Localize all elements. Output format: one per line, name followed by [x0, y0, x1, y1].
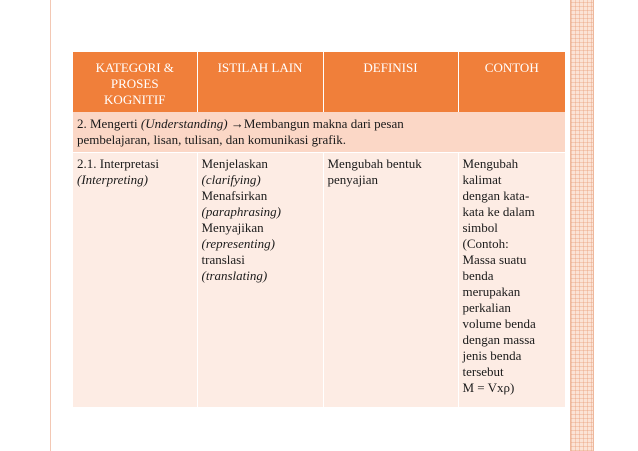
example-line: dengan kata- [462, 188, 530, 203]
example-line: perkalian [462, 300, 511, 315]
example-line: kalimat [462, 172, 502, 187]
header-definisi: DEFINISI [323, 52, 458, 112]
alt-term-en: (translating) [201, 268, 268, 283]
example-line: benda [462, 268, 494, 283]
example-line: tersebut [462, 364, 504, 379]
category-term: (Understanding) [140, 116, 228, 131]
example-line: M = Vxρ) [462, 380, 515, 395]
category-row [73, 112, 565, 153]
alt-term-en: (representing) [201, 236, 275, 251]
header-kategori: KATEGORI & PROSES KOGNITIF [73, 52, 197, 112]
alt-term: Menyajikan [201, 220, 264, 235]
cell-contoh [458, 153, 565, 408]
category-prefix: 2. Mengerti [77, 116, 141, 131]
definition-line: penyajian [327, 172, 379, 187]
category-cell [73, 112, 565, 153]
example-line: volume benda [462, 316, 536, 331]
example-line: dengan massa [462, 332, 536, 347]
category-text-line2: pembelajaran, lisan, tulisan, dan komunikasi grafik. [77, 132, 346, 147]
cell-definisi [323, 153, 458, 408]
definition-line: Mengubah bentuk [327, 156, 422, 171]
alt-term: Menjelaskan [201, 156, 268, 171]
cognitive-process-table [73, 52, 565, 407]
example-line: simbol [462, 220, 498, 235]
alt-term-en: (clarifying) [201, 172, 261, 187]
example-line: Mengubah [462, 156, 519, 171]
example-line: merupakan [462, 284, 521, 299]
header-contoh: CONTOH [458, 52, 565, 112]
example-line: Massa suatu [462, 252, 527, 267]
cell-kategori [73, 153, 197, 408]
process-label: 2.1. Interpretasi [77, 156, 159, 171]
arrow-icon: → [227, 116, 244, 131]
example-line: jenis benda [462, 348, 522, 363]
example-line: (Contoh: [462, 236, 509, 251]
slide-left-border [50, 0, 51, 451]
table-row [73, 153, 565, 408]
alt-term: translasi [201, 252, 245, 267]
alt-term: Menafsirkan [201, 188, 268, 203]
cell-istilah-lain [197, 153, 323, 408]
header-row [73, 52, 565, 112]
category-text-line1: Membangun makna dari pesan [243, 116, 404, 131]
example-line: kata ke dalam [462, 204, 535, 219]
slide-decorative-strip [570, 0, 594, 451]
header-istilah-lain: ISTILAH LAIN [197, 52, 323, 112]
process-term: (Interpreting) [77, 172, 148, 187]
alt-term-en: (paraphrasing) [201, 204, 281, 219]
